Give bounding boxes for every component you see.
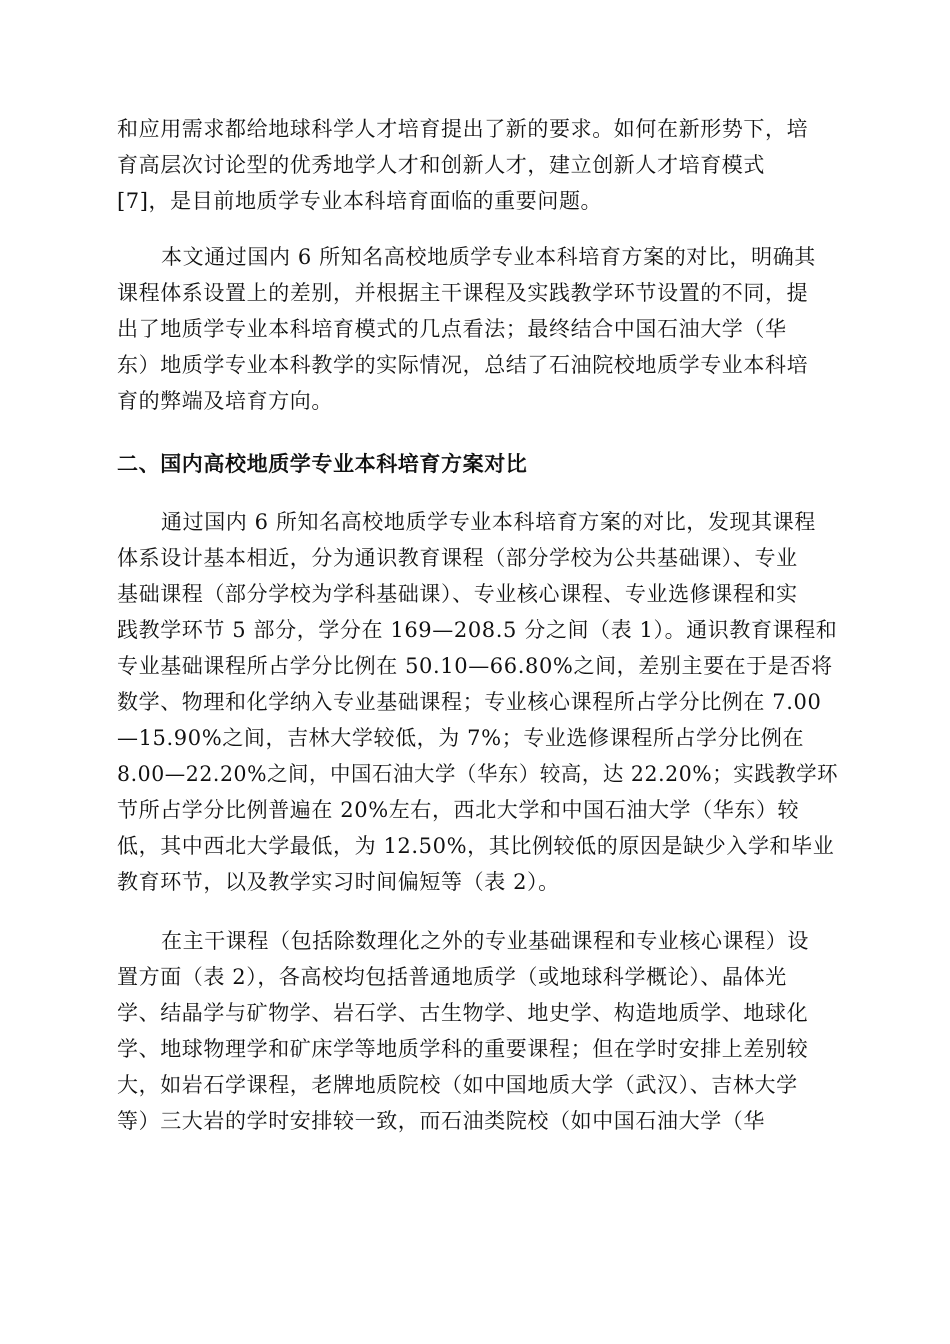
paragraph-3-line-1: 通过国内 6 所知名高校地质学专业本科培育方案的对比，发现其课程 <box>161 510 816 534</box>
paragraph-2-line-5: 育的弊端及培育方向。 <box>117 389 333 413</box>
paragraph-3-line-11: 教育环节，以及教学实习时间偏短等（表 2）。 <box>117 870 560 894</box>
paragraph-2-line-1: 本文通过国内 6 所知名高校地质学专业本科培育方案的对比，明确其 <box>161 245 816 269</box>
paragraph-4-line-6: 等）三大岩的学时安排较一致，而石油类院校（如中国石油大学（华 <box>117 1109 765 1133</box>
paragraph-4-line-2: 置方面（表 2），各高校均包括普通地质学（或地球科学概论）、晶体光 <box>117 965 787 989</box>
paragraph-3-line-9: 节所占学分比例普遍在 20%左右，西北大学和中国石油大学（华东）较 <box>117 798 800 822</box>
paragraph-2-line-2: 课程体系设置上的差别，并根据主干课程及实践教学环节设置的不同，提 <box>117 281 809 305</box>
paragraph-3-line-2: 体系设计基本相近，分为通识教育课程（部分学校为公共基础课）、专业 <box>117 546 798 570</box>
paragraph-2-line-4: 东）地质学专业本科教学的实际情况，总结了石油院校地质学专业本科培 <box>117 353 809 377</box>
paragraph-3-line-6: 数学、物理和化学纳入专业基础课程；专业核心课程所占学分比例在 7.00 <box>117 690 822 714</box>
paragraph-1-line-3: [7]，是目前地质学专业本科培育面临的重要问题。 <box>117 189 603 213</box>
paragraph-4-line-5: 大，如岩石学课程，老牌地质院校（如中国地质大学（武汉）、吉林大学 <box>117 1073 798 1097</box>
paragraph-3-line-3: 基础课程（部分学校为学科基础课）、专业核心课程、专业选修课程和实 <box>117 582 798 606</box>
paragraph-3-line-8: 8.00—22.20%之间，中国石油大学（华东）较高，达 22.20%；实践教学环 <box>117 762 839 786</box>
paragraph-4-line-1: 在主干课程（包括除数理化之外的专业基础课程和专业核心课程）设 <box>161 929 809 953</box>
paragraph-4-line-4: 学、地球物理学和矿床学等地质学科的重要课程；但在学时安排上差别较 <box>117 1037 809 1061</box>
paragraph-3-line-4: 践教学环节 5 部分，学分在 169—208.5 分之间（表 1）。通识教育课程和 <box>117 618 838 642</box>
paragraph-1-line-2: 育高层次讨论型的优秀地学人才和创新人才，建立创新人才培育模式 <box>117 153 765 177</box>
paragraph-4-line-3: 学、结晶学与矿物学、岩石学、古生物学、地史学、构造地质学、地球化 <box>117 1001 809 1025</box>
paragraph-3-line-5: 专业基础课程所占学分比例在 50.10—66.80%之间，差别主要在于是否将 <box>117 654 833 678</box>
paragraph-1-line-1: 和应用需求都给地球科学人才培育提出了新的要求。如何在新形势下，培 <box>117 117 809 141</box>
paragraph-3-line-7: —15.90%之间，吉林大学较低，为 7%；专业选修课程所占学分比例在 <box>117 726 805 750</box>
paragraph-3-line-10: 低，其中西北大学最低，为 12.50%，其比例较低的原因是缺少入学和毕业 <box>117 834 835 858</box>
paragraph-2-line-3: 出了地质学专业本科培育模式的几点看法；最终结合中国石油大学（华 <box>117 317 787 341</box>
section-heading: 二、国内高校地质学专业本科培育方案对比 <box>117 452 528 476</box>
